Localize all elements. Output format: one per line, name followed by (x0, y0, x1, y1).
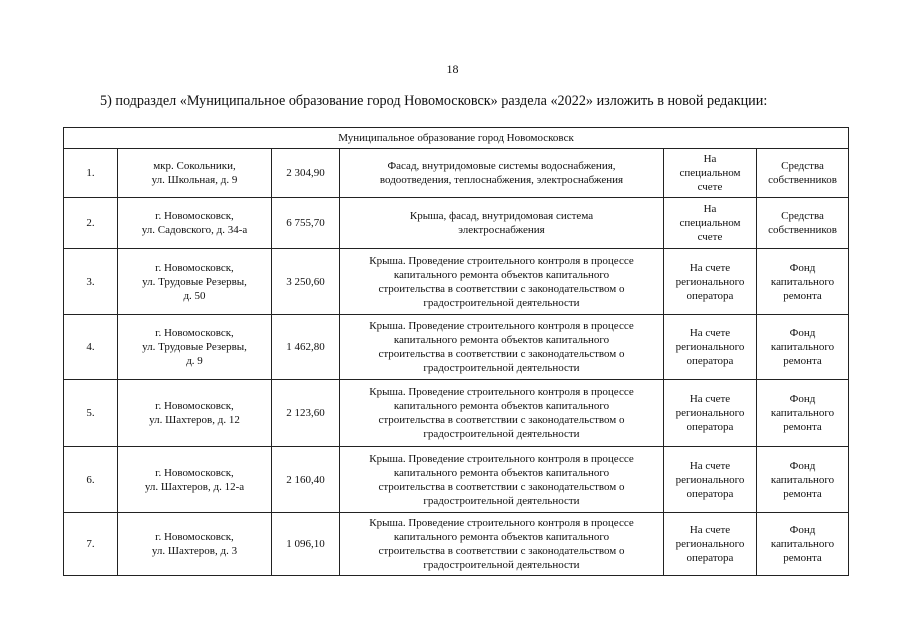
address-line: ул. Садовского, д. 34-а (141, 224, 248, 236)
funding-line: Фонд (789, 261, 816, 274)
works-line: капитального ремонта объектов капитального (393, 334, 610, 346)
works-line: электроснабжения (458, 224, 545, 236)
address-cell (118, 513, 272, 576)
area-cell: 1 462,80 (272, 315, 340, 380)
address-cell (118, 249, 272, 315)
table-row (64, 513, 849, 576)
area-cell: 2 160,40 (272, 447, 340, 513)
account-line: оператора (686, 355, 734, 367)
area-cell: 2 123,60 (272, 380, 340, 447)
account-line: оператора (686, 421, 734, 433)
works-cell (340, 447, 664, 513)
account-line: На счете (689, 393, 731, 405)
address-line: г. Новомосковск, (155, 210, 234, 222)
account-cell (664, 447, 757, 513)
funding-cell (757, 198, 849, 249)
works-line: градостроительной деятельности (423, 559, 580, 571)
row-number: 6. (64, 447, 118, 513)
account-line: регионального (675, 538, 745, 550)
account-line: специальном (679, 217, 741, 229)
works-cell (340, 513, 664, 576)
address-cell (118, 315, 272, 380)
funding-line: Средства (781, 160, 824, 172)
table-row (64, 198, 849, 249)
row-number: 4. (64, 315, 118, 380)
works-line: строительства в соответствии с законодательством о (378, 480, 625, 493)
funding-line: капитального (770, 473, 835, 486)
funding-cell (757, 315, 849, 380)
account-line: На (703, 203, 717, 215)
account-line: счете (697, 181, 723, 193)
intro-text: 5) подраздел «Муниципальное образование город Новомосковск» раздела «2022» изложить в новой редакции: (100, 93, 768, 109)
address-line: г. Новомосковск, (155, 261, 234, 274)
address-cell (118, 447, 272, 513)
row-number: 5. (64, 380, 118, 447)
area-cell: 2 304,90 (272, 149, 340, 198)
account-line: оператора (686, 487, 734, 500)
funding-line: ремонта (783, 289, 822, 302)
works-line: строительства в соответствии с законодательством о (378, 414, 625, 426)
works-cell (340, 149, 664, 198)
account-line: специальном (679, 167, 741, 179)
address-line: д. 50 (183, 289, 206, 302)
account-line: счете (697, 231, 723, 243)
account-line: На счете (689, 327, 731, 339)
funding-line: Средства (781, 210, 824, 222)
works-line: капитального ремонта объектов капитального (393, 466, 610, 479)
address-line: ул. Шахтеров, д. 12 (149, 414, 240, 426)
funding-line: ремонта (783, 487, 822, 500)
works-line: градостроительной деятельности (423, 428, 580, 440)
funding-line: Фонд (789, 459, 816, 472)
account-line: регионального (675, 275, 745, 288)
area-cell: 6 755,70 (272, 198, 340, 249)
account-cell (664, 513, 757, 576)
account-cell (664, 149, 757, 198)
works-line: капитального ремонта объектов капитального (393, 400, 610, 412)
address-line: ул. Шахтеров, д. 12-а (144, 480, 245, 493)
address-line: ул. Трудовые Резервы, (142, 341, 247, 353)
account-line: На (703, 153, 717, 165)
works-cell (340, 380, 664, 447)
funding-line: капитального (770, 538, 835, 550)
works-line: Крыша. Проведение строительного контроля в процессе (369, 452, 634, 465)
works-line: градостроительной деятельности (423, 296, 580, 309)
works-line: Крыша. Проведение строительного контроля в процессе (369, 386, 634, 398)
works-cell (340, 198, 664, 249)
works-cell (340, 249, 664, 315)
row-number: 7. (64, 513, 118, 576)
row-number: 1. (64, 149, 118, 198)
address-line: д. 9 (186, 355, 203, 367)
account-line: На счете (689, 459, 731, 472)
account-cell (664, 198, 757, 249)
table-row (64, 315, 849, 380)
table-row (64, 447, 849, 513)
table-row (64, 249, 849, 315)
funding-line: Фонд (789, 327, 816, 339)
works-line: Крыша. Проведение строительного контроля в процессе (369, 254, 634, 267)
funding-line: капитального (770, 275, 835, 288)
works-line: капитального ремонта объектов капитального (393, 268, 610, 281)
funding-cell (757, 380, 849, 447)
funding-cell (757, 447, 849, 513)
funding-line: собственников (768, 174, 837, 186)
page-number: 18 (446, 62, 459, 76)
works-line: строительства в соответствии с законодательством о (378, 348, 625, 360)
table-row (64, 380, 849, 447)
funding-line: ремонта (783, 552, 822, 564)
address-line: г. Новомосковск, (155, 466, 234, 479)
funding-line: капитального (770, 341, 835, 353)
works-line: водоотведения, теплоснабжения, электроснабжения (379, 174, 624, 186)
funding-line: Фонд (789, 393, 816, 405)
account-line: оператора (686, 552, 734, 564)
account-line: регионального (675, 473, 745, 486)
works-line: строительства в соответствии с законодательством о (378, 282, 625, 295)
table-row (64, 149, 849, 198)
works-line: градостроительной деятельности (423, 494, 580, 507)
works-cell (340, 315, 664, 380)
address-line: мкр. Сокольники, (153, 160, 236, 172)
address-cell (118, 149, 272, 198)
address-line: г. Новомосковск, (155, 400, 234, 412)
address-line: г. Новомосковск, (155, 531, 234, 543)
account-line: оператора (686, 289, 734, 302)
area-cell: 3 250,60 (272, 249, 340, 315)
account-line: На счете (689, 261, 731, 274)
funding-line: собственников (768, 224, 837, 236)
works-line: Крыша. Проведение строительного контроля в процессе (369, 320, 634, 332)
funding-line: Фонд (789, 524, 816, 536)
account-line: регионального (675, 341, 745, 353)
funding-cell (757, 149, 849, 198)
works-line: Фасад, внутридомовые системы водоснабжения, (387, 160, 616, 172)
address-line: ул. Школьная, д. 9 (151, 174, 238, 186)
works-line: капитального ремонта объектов капитального (393, 531, 610, 543)
account-cell (664, 380, 757, 447)
address-line: ул. Трудовые Резервы, (142, 275, 247, 288)
repair-table (63, 127, 849, 576)
works-line: Крыша. Проведение строительного контроля в процессе (369, 517, 634, 529)
works-line: градостроительной деятельности (423, 362, 580, 374)
works-line: строительства в соответствии с законодательством о (378, 545, 625, 557)
row-number: 2. (64, 198, 118, 249)
funding-line: ремонта (783, 421, 822, 433)
table-body (64, 128, 849, 576)
address-line: г. Новомосковск, (155, 327, 234, 339)
municipality-header-row (64, 128, 849, 149)
funding-cell (757, 249, 849, 315)
works-line: Крыша, фасад, внутридомовая система (409, 210, 594, 222)
address-cell (118, 198, 272, 249)
row-number: 3. (64, 249, 118, 315)
address-line: ул. Шахтеров, д. 3 (151, 545, 238, 557)
account-cell (664, 249, 757, 315)
funding-line: ремонта (783, 355, 822, 367)
account-line: На счете (689, 524, 731, 536)
area-cell: 1 096,10 (272, 513, 340, 576)
municipality-header: Муниципальное образование город Новомосковск (64, 128, 849, 149)
funding-line: капитального (770, 407, 835, 419)
account-line: регионального (675, 407, 745, 419)
address-cell (118, 380, 272, 447)
account-cell (664, 315, 757, 380)
funding-cell (757, 513, 849, 576)
